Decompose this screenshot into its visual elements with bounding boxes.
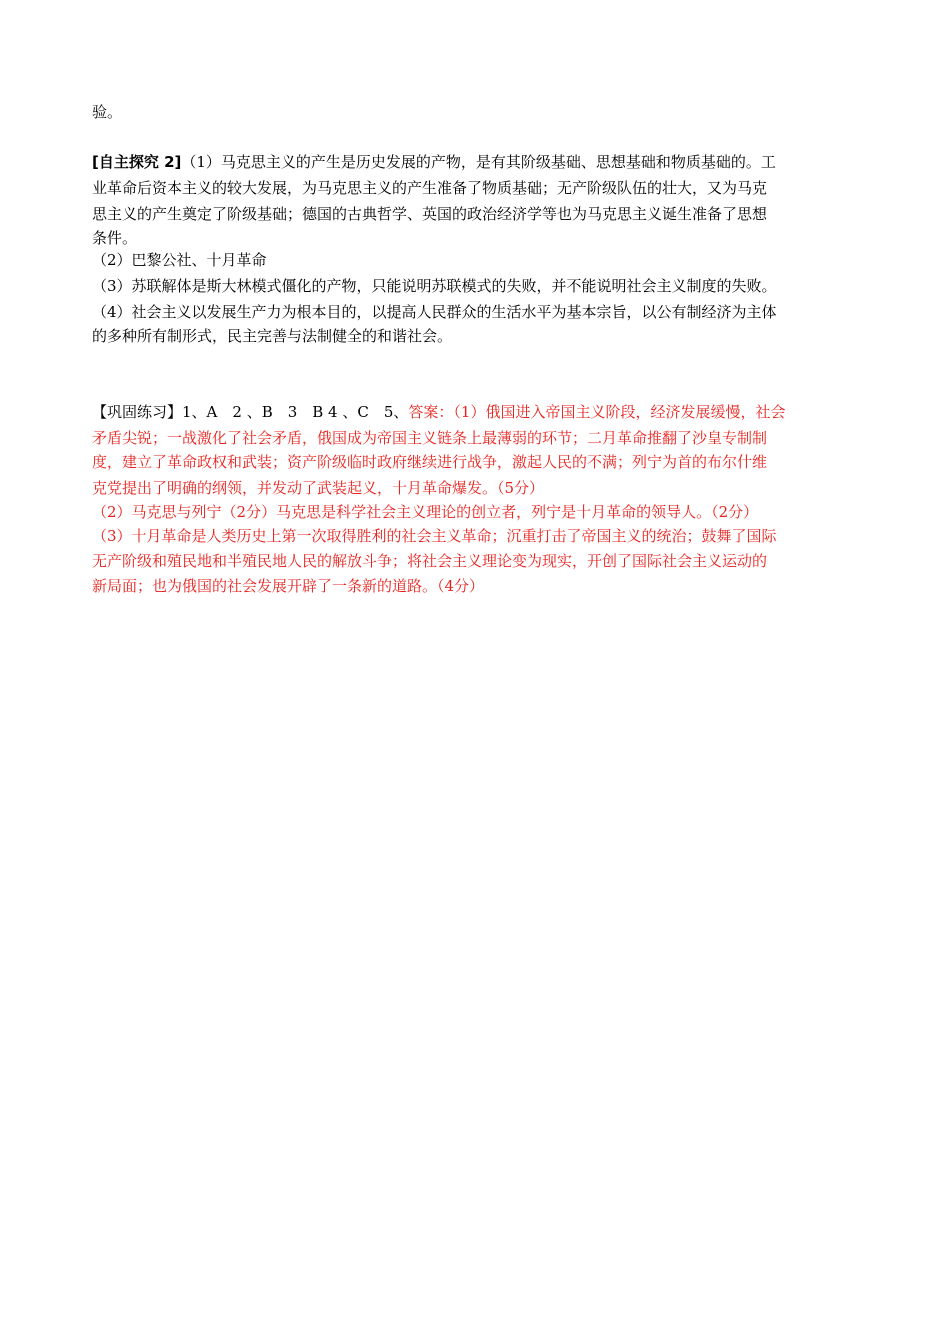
practice-answer2: （2）马克思与列宁（2分）马克思是科学社会主义理论的创立者，列宁是十月革命的领导人。（2分）	[92, 503, 759, 521]
explore2-paragraph1-line1	[92, 152, 776, 172]
explore2-paragraph1-line4: 条件。	[92, 229, 138, 247]
explore2-p1-text: （1）马克思主义的产生是历史发展的产物，是有其阶级基础、思想基础和物质基础的。工	[181, 153, 776, 171]
continued-fragment: 验。	[92, 103, 123, 121]
explore2-paragraph3: （3）苏联解体是斯大林模式僵化的产物，只能说明苏联模式的失败，并不能说明社会主义制度的失败。	[92, 277, 777, 295]
explore2-paragraph1-line3: 思主义的产生奠定了阶级基础；德国的古典哲学、英国的政治经济学等也为马克思主义诞生准备了思想	[92, 205, 768, 223]
practice-answer-intro: 答案：（1）俄国进入帝国主义阶段，经济发展缓慢，社会	[408, 403, 786, 421]
practice-answer1-line1: 矛盾尖锐；一战激化了社会矛盾，俄国成为帝国主义链条上最薄弱的环节；二月革命推翻了沙皇专制制	[92, 429, 768, 447]
practice-label: 【巩固练习】	[92, 403, 183, 421]
explore2-paragraph4-line1: （4）社会主义以发展生产力为根本目的，以提高人民群众的生活水平为基本宗旨，以公有制经济为主体	[92, 303, 777, 321]
explore2-paragraph1-line2: 业革命后资本主义的较大发展，为马克思主义的产生准备了物质基础；无产阶级队伍的壮大，又为马克	[92, 179, 768, 197]
explore2-label: [自主探究 2]	[92, 153, 182, 171]
practice-line1	[92, 402, 785, 422]
practice-answer3-line3: 新局面；也为俄国的社会发展开辟了一条新的道路。（4分）	[92, 577, 485, 595]
practice-mc-answers: 1、A 2 、B 3 B 4 、C 5、	[182, 403, 409, 421]
explore2-paragraph2: （2）巴黎公社、十月革命	[92, 251, 267, 269]
practice-answer1-line2: 度，建立了革命政权和武装；资产阶级临时政府继续进行战争，激起人民的不满；列宁为首的布尔什维	[92, 453, 768, 471]
practice-answer1-line3: 克党提出了明确的纲领，并发动了武装起义，十月革命爆发。（5分）	[92, 479, 545, 497]
practice-answer3-line2: 无产阶级和殖民地和半殖民地人民的解放斗争；将社会主义理论变为现实，开创了国际社会主义运动的	[92, 552, 768, 570]
practice-answer3-line1: （3）十月革命是人类历史上第一次取得胜利的社会主义革命；沉重打击了帝国主义的统治；鼓舞了国际	[92, 527, 777, 545]
explore2-paragraph4-line2: 的多种所有制形式，民主完善与法制健全的和谐社会。	[92, 327, 453, 345]
